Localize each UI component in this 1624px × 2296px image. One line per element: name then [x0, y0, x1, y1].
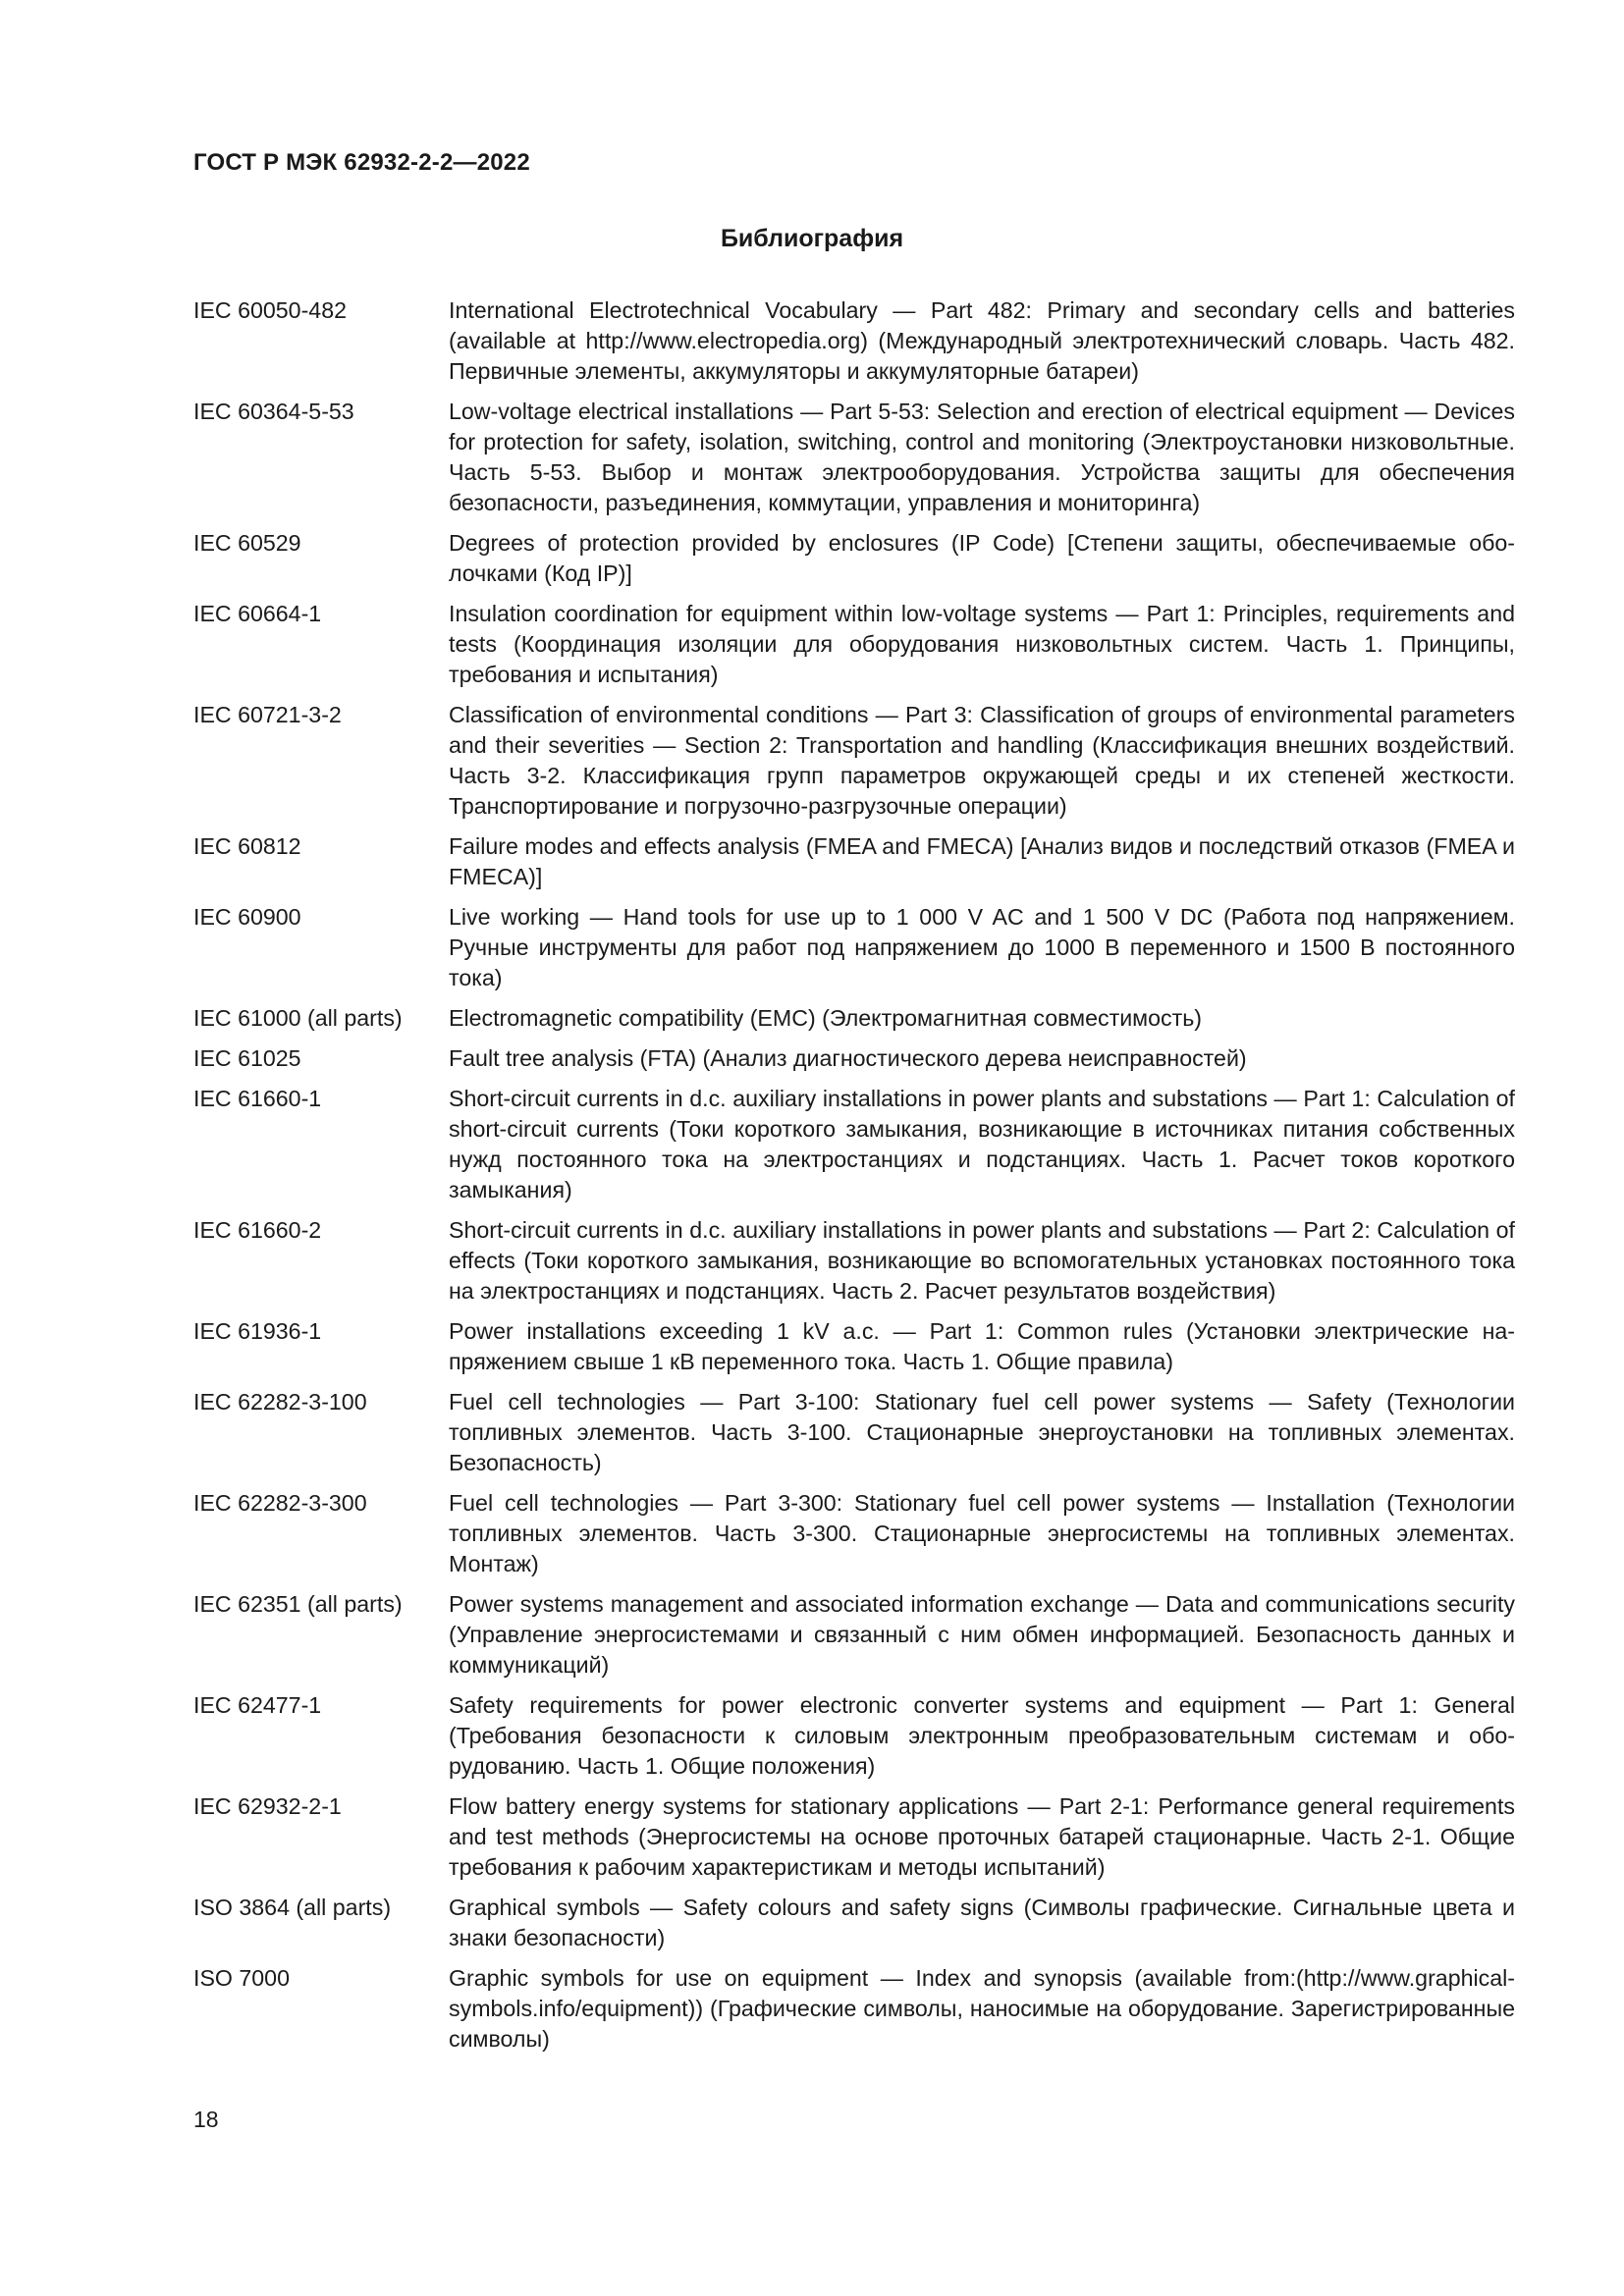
page-number: 18	[193, 2107, 219, 2132]
reference-code: IEC 60529	[193, 530, 301, 556]
reference-title: Flow battery energy systems for stationary applications — Part 2-1: Performance general requirements and test methods (Энергосистемы на основе проточных батарей стационарные. Часть 2-1. Общие требования к рабочим характеристикам и методы испытаний)	[449, 1793, 1515, 1880]
bibliography-list	[193, 295, 1515, 2064]
bibliography-entry	[193, 1043, 1515, 1074]
reference-code: IEC 61000 (all parts)	[193, 1005, 403, 1031]
bibliography-entry	[193, 1003, 1515, 1034]
reference-code: IEC 60721-3-2	[193, 702, 342, 727]
reference-code: ISO 3864 (all parts)	[193, 1895, 392, 1920]
reference-code: IEC 61936-1	[193, 1318, 322, 1344]
bibliography-entry	[193, 599, 1515, 690]
reference-code: IEC 60050-482	[193, 297, 347, 323]
reference-title: Insulation coordination for equipment within low-voltage systems — Part 1: Principles, requirements and tests (Координация изоляции для оборудования низковольтных систем. Часть 1. Принципы, требования и испытания)	[449, 601, 1515, 687]
reference-code: IEC 62282-3-300	[193, 1490, 367, 1516]
reference-code: IEC 60364-5-53	[193, 399, 354, 424]
reference-code: IEC 62477-1	[193, 1692, 322, 1718]
reference-title: Short-circuit currents in d.c. auxiliary installations in power plants and substations — Part 2: Calculation of effects (Токи короткого замыкания, возникающие во вспомогательных установках постоянного тока на электростанциях и подстанциях. Часть 2. Расчет результатов воздействия)	[449, 1217, 1515, 1304]
reference-title: Power systems management and associated information exchange — Data and communications security (Управление энергосистемами и связанный с ним обмен информацией. Безопасность данных и коммуникаций)	[449, 1591, 1515, 1678]
bibliography-entry	[193, 1791, 1515, 1883]
reference-code: IEC 60900	[193, 904, 301, 930]
document-header: ГОСТ Р МЭК 62932-2-2—2022	[193, 149, 530, 176]
reference-title: Degrees of protection provided by enclosures (IP Code) [Степени защиты, обеспечиваемые оболочками (Код IP)]	[449, 530, 1515, 586]
reference-code: ISO 7000	[193, 1965, 290, 1991]
reference-title: Graphic symbols for use on equipment — Index and synopsis (available from:(http://www.graphical-symbols.info/equipment)) (Графические символы, наносимые на оборудование. Зарегистрированные символы)	[449, 1965, 1515, 2052]
bibliography-entry	[193, 1589, 1515, 1681]
bibliography-entry	[193, 1690, 1515, 1782]
reference-title: Safety requirements for power electronic converter systems and equipment — Part 1: General (Требования безопасности к силовым электронным преобразовательным системам и оборудованию. Часть 1. Общие положения)	[449, 1692, 1515, 1779]
reference-title: Graphical symbols — Safety colours and safety signs (Символы графические. Сигнальные цвета и знаки безопасности)	[449, 1895, 1515, 1950]
bibliography-entry	[193, 295, 1515, 387]
reference-title: Failure modes and effects analysis (FMEA and FMECA) [Анализ видов и последствий отказов (FMEA и FMECA)]	[449, 833, 1515, 889]
bibliography-entry	[193, 700, 1515, 822]
reference-code: IEC 61025	[193, 1045, 301, 1071]
bibliography-entry	[193, 528, 1515, 589]
reference-code: IEC 61660-2	[193, 1217, 322, 1243]
reference-code: IEC 60664-1	[193, 601, 322, 626]
bibliography-entry	[193, 1084, 1515, 1205]
reference-code: IEC 62932-2-1	[193, 1793, 342, 1819]
reference-title: Power installations exceeding 1 kV a.c. — Part 1: Common rules (Установки электрические напряжением свыше 1 кВ переменного тока. Часть 1. Общие правила)	[449, 1318, 1515, 1374]
bibliography-entry	[193, 1215, 1515, 1307]
reference-title: Live working — Hand tools for use up to 1 000 V AC and 1 500 V DC (Работа под напряжением. Ручные инструменты для работ под напряжением до 1000 В переменного и 1500 В постоянного тока)	[449, 904, 1515, 990]
reference-title: Fuel cell technologies — Part 3-100: Stationary fuel cell power systems — Safety (Технологии топливных элементов. Часть 3-100. Стационарные энергоустановки на топливных элементах. Безопасность)	[449, 1389, 1515, 1475]
reference-title: Classification of environmental conditions — Part 3: Classification of groups of environmental parameters and their severities — Section 2: Transportation and handling (Классификация внешних воздействий. Часть 3-2. Классификация групп параметров окружающей среды и их степеней жесткости. Транспортирование и погрузочно-разгрузочные операции)	[449, 702, 1515, 819]
reference-code: IEC 61660-1	[193, 1086, 322, 1111]
reference-title: Low-voltage electrical installations — Part 5-53: Selection and erection of electrical equipment — Devices for protection for safety, isolation, switching, control and monitoring (Электроустановки низковольтные. Часть 5-53. Выбор и монтаж электрооборудования. Устройства защиты для обеспечения безопасности, разъединения, коммутации, управления и мониторинга)	[449, 399, 1515, 515]
reference-title: Fault tree analysis (FTA) (Анализ диагностического дерева неисправностей)	[449, 1045, 1247, 1071]
section-title: Библиография	[720, 225, 904, 252]
bibliography-entry	[193, 831, 1515, 892]
bibliography-entry	[193, 1893, 1515, 1953]
reference-title: Electromagnetic compatibility (EMC) (Электромагнитная совместимость)	[449, 1005, 1203, 1031]
reference-code: IEC 60812	[193, 833, 301, 859]
reference-title: Short-circuit currents in d.c. auxiliary installations in power plants and substations — Part 1: Calculation of short-circuit currents (Токи короткого замыкания, возникающие в источниках питания собственных нужд постоянного тока на электростанциях и подстанциях. Часть 1. Расчет токов короткого замыкания)	[449, 1086, 1515, 1202]
bibliography-entry	[193, 902, 1515, 993]
bibliography-entry	[193, 1316, 1515, 1377]
reference-code: IEC 62351 (all parts)	[193, 1591, 403, 1617]
reference-code: IEC 62282-3-100	[193, 1389, 367, 1415]
bibliography-entry	[193, 1963, 1515, 2055]
bibliography-entry	[193, 1488, 1515, 1579]
bibliography-entry	[193, 1387, 1515, 1478]
reference-title: Fuel cell technologies — Part 3-300: Stationary fuel cell power systems — Installation (Технологии топливных элементов. Часть 3-300. Стационарные энергосистемы на топливных элементах. Монтаж)	[449, 1490, 1515, 1576]
bibliography-entry	[193, 397, 1515, 518]
reference-title: International Electrotechnical Vocabulary — Part 482: Primary and secondary cells and batteries (available at http://www.electropedia.org) (Международный электротехнический словарь. Часть 482. Первичные элементы, аккумуляторы и аккумуляторные батареи)	[449, 297, 1515, 384]
